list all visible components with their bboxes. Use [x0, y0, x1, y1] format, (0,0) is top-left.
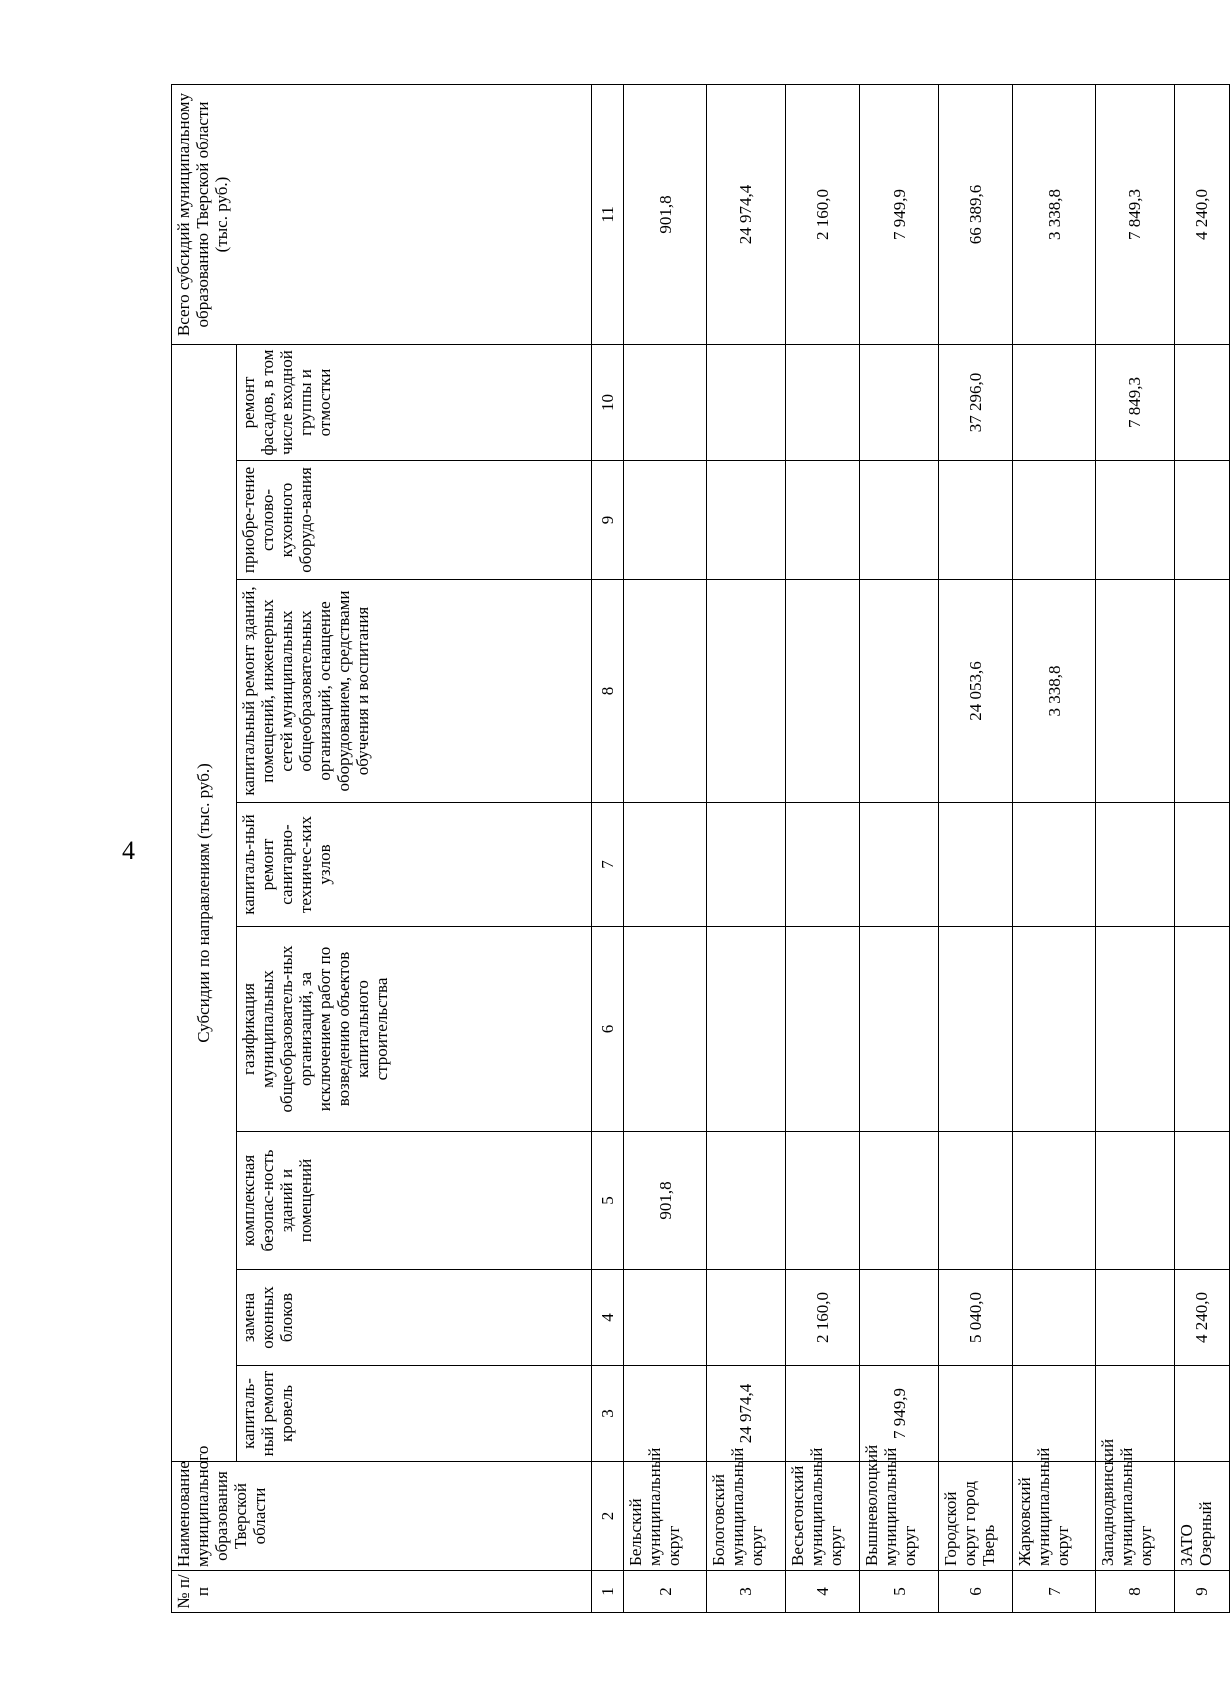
column-numbers-row — [592, 84, 624, 1612]
value-cell — [1013, 1366, 1096, 1462]
row-number: 6 — [939, 1571, 1013, 1613]
value-cell — [624, 803, 707, 927]
total-cell: 901,8 — [624, 84, 707, 344]
value-cell: 24 974,4 — [706, 1366, 785, 1462]
value-cell — [860, 1270, 939, 1366]
value-cell — [1174, 580, 1229, 803]
municipality-name: Вышневолоцкий муниципальный округ — [860, 1462, 939, 1571]
value-cell: 7 849,3 — [1095, 344, 1174, 460]
value-cell — [1174, 461, 1229, 580]
header-num: № п/п — [172, 1571, 592, 1613]
header-sub-4: замена оконных блоков — [236, 1270, 591, 1366]
value-cell — [860, 1132, 939, 1270]
row-number: 8 — [1095, 1571, 1174, 1613]
value-cell — [1095, 1270, 1174, 1366]
header-sub-10: ремонт фасадов, в том числе входной группы и отмостки — [236, 344, 591, 460]
value-cell — [1095, 803, 1174, 927]
row-number: 5 — [860, 1571, 939, 1613]
row-number: 9 — [1174, 1571, 1229, 1613]
row-number: 3 — [706, 1571, 785, 1613]
value-cell — [706, 461, 785, 580]
value-cell: 24 053,6 — [939, 580, 1013, 803]
table-row — [706, 84, 785, 1612]
table-row — [1013, 84, 1096, 1612]
value-cell — [1095, 461, 1174, 580]
value-cell: 3 338,8 — [1013, 580, 1096, 803]
page-number: 4 — [122, 836, 135, 865]
municipality-name: Бельский муниципальный округ — [624, 1462, 707, 1571]
table-row — [624, 84, 707, 1612]
value-cell — [785, 344, 859, 460]
value-cell — [624, 461, 707, 580]
value-cell — [785, 803, 859, 927]
value-cell — [1174, 344, 1229, 460]
value-cell — [1013, 461, 1096, 580]
total-cell: 66 389,6 — [939, 84, 1013, 344]
value-cell — [1174, 803, 1229, 927]
table-row — [1174, 84, 1229, 1612]
header-group: Субсидии по направлениям (тыс. руб.) — [172, 344, 237, 1461]
value-cell — [1013, 1132, 1096, 1270]
value-cell: 2 160,0 — [785, 1270, 859, 1366]
value-cell — [706, 927, 785, 1132]
value-cell: 37 296,0 — [939, 344, 1013, 460]
total-cell: 7 849,3 — [1095, 84, 1174, 344]
table-row — [785, 84, 859, 1612]
value-cell — [939, 461, 1013, 580]
total-cell: 3 338,8 — [1013, 84, 1096, 344]
total-cell: 4 240,0 — [1174, 84, 1229, 344]
col-number: 5 — [592, 1132, 624, 1270]
value-cell — [1174, 1132, 1229, 1270]
value-cell — [706, 803, 785, 927]
value-cell — [1095, 927, 1174, 1132]
value-cell — [1174, 927, 1229, 1132]
value-cell — [706, 344, 785, 460]
col-number: 4 — [592, 1270, 624, 1366]
header-sub-3: капиталь-ный ремонт кровель — [236, 1366, 591, 1462]
value-cell — [624, 1270, 707, 1366]
value-cell: 5 040,0 — [939, 1270, 1013, 1366]
value-cell — [860, 344, 939, 460]
value-cell — [860, 927, 939, 1132]
total-cell: 7 949,9 — [860, 84, 939, 344]
value-cell — [785, 1132, 859, 1270]
value-cell: 901,8 — [624, 1132, 707, 1270]
value-cell: 7 949,9 — [860, 1366, 939, 1462]
header-row-1 — [172, 84, 237, 1612]
value-cell — [1095, 580, 1174, 803]
value-cell — [1095, 1132, 1174, 1270]
subsidies-table — [171, 84, 1230, 1613]
value-cell — [785, 580, 859, 803]
value-cell — [860, 803, 939, 927]
header-sub-5: комплексная безопас-ность зданий и помещений — [236, 1132, 591, 1270]
col-number: 10 — [592, 344, 624, 460]
value-cell — [706, 1270, 785, 1366]
subsidies-table-container — [171, 85, 1230, 1613]
value-cell — [860, 580, 939, 803]
total-cell: 24 974,4 — [706, 84, 785, 344]
table-body — [624, 84, 1230, 1612]
value-cell — [624, 580, 707, 803]
col-number: 8 — [592, 580, 624, 803]
value-cell — [939, 803, 1013, 927]
value-cell — [860, 461, 939, 580]
col-number: 3 — [592, 1366, 624, 1462]
value-cell — [1013, 927, 1096, 1132]
value-cell — [785, 927, 859, 1132]
total-cell: 2 160,0 — [785, 84, 859, 344]
value-cell — [939, 927, 1013, 1132]
row-number: 4 — [785, 1571, 859, 1613]
value-cell — [785, 461, 859, 580]
header-sub-8: капитальный ремонт зданий, помещений, инженерных сетей муниципальных общеобразовательных организаций, оснащение оборудованием, средствами обучения и воспитания — [236, 580, 591, 803]
header-sub-7: капиталь-ный ремонт санитарно-техничес-ких узлов — [236, 803, 591, 927]
value-cell — [1174, 1366, 1229, 1462]
municipality-name: Бологовский муниципальный округ — [706, 1462, 785, 1571]
header-sub-9: приобре-тение столово-кухонного оборудо-вания — [236, 461, 591, 580]
header-total: Всего субсидий муниципальному образованию Тверской области (тыс. руб.) — [172, 84, 592, 344]
value-cell — [939, 1132, 1013, 1270]
row-number: 2 — [624, 1571, 707, 1613]
municipality-name: Западнодвинский муниципальный округ — [1095, 1462, 1174, 1571]
value-cell — [706, 580, 785, 803]
col-number: 9 — [592, 461, 624, 580]
value-cell — [624, 1366, 707, 1462]
value-cell — [1013, 344, 1096, 460]
col-number: 6 — [592, 927, 624, 1132]
header-sub-6: газификация муниципальных общеобразователь-ных организаций, за исключением работ по возведению объектов капитального строительства — [236, 927, 591, 1132]
municipality-name: Весьегонский муниципальный округ — [785, 1462, 859, 1571]
row-number: 7 — [1013, 1571, 1096, 1613]
col-number: 7 — [592, 803, 624, 927]
value-cell — [1013, 1270, 1096, 1366]
header-name: Наименование муниципального образования Тверской области — [172, 1462, 592, 1571]
municipality-name: ЗАТО Озерный — [1174, 1462, 1229, 1571]
value-cell — [624, 927, 707, 1132]
value-cell — [706, 1132, 785, 1270]
table-row — [860, 84, 939, 1612]
table-row — [1095, 84, 1174, 1612]
municipality-name: Жарковский муниципальный округ — [1013, 1462, 1096, 1571]
col-number: 2 — [592, 1462, 624, 1571]
value-cell — [624, 344, 707, 460]
municipality-name: Городской округ город Тверь — [939, 1462, 1013, 1571]
value-cell — [1013, 803, 1096, 927]
table-row — [939, 84, 1013, 1612]
col-number: 1 — [592, 1571, 624, 1613]
value-cell — [939, 1366, 1013, 1462]
value-cell: 4 240,0 — [1174, 1270, 1229, 1366]
col-number: 11 — [592, 84, 624, 344]
